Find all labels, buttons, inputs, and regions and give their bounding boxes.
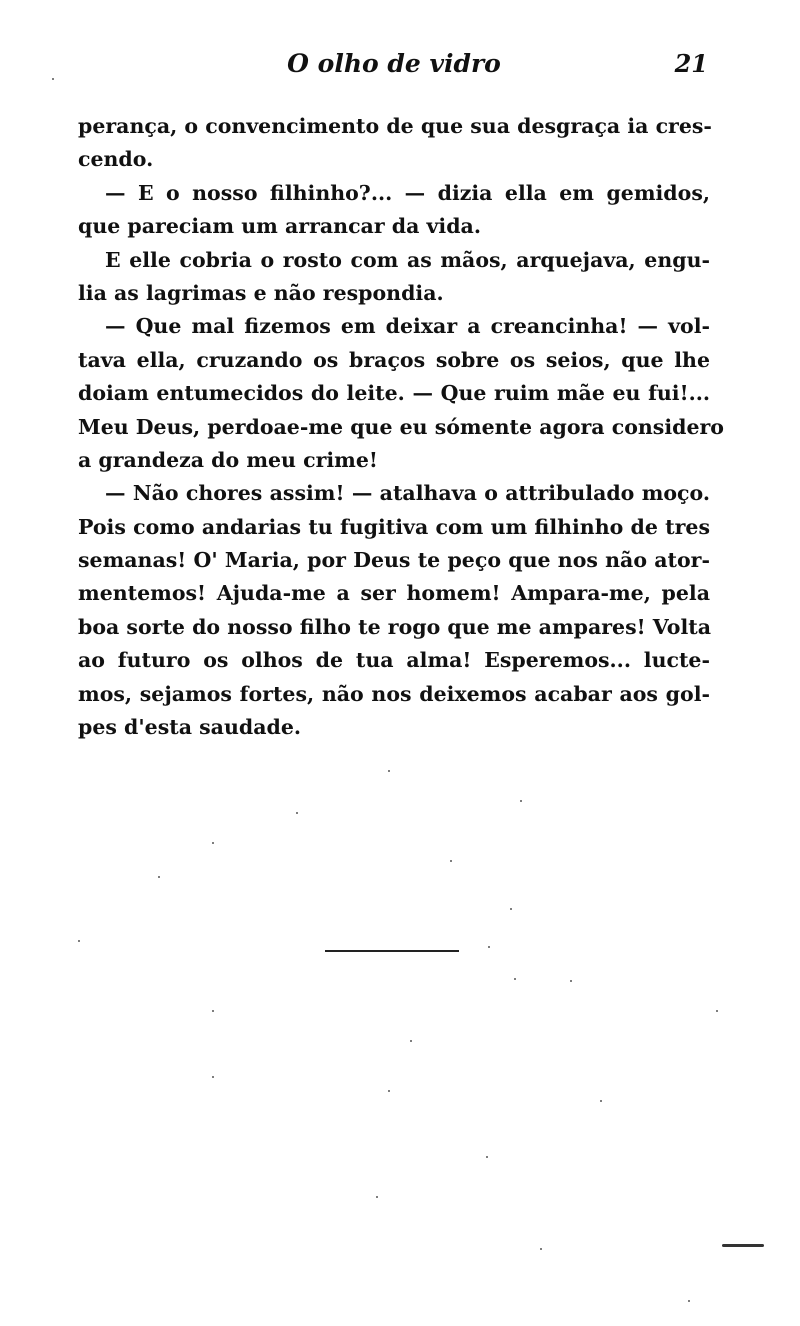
text-line: mentemos! Ajuda-me a ser homem! Ampara-me, pela	[78, 581, 710, 606]
text-line: cendo.	[78, 147, 154, 172]
scan-speck	[520, 800, 522, 802]
scan-speck	[410, 1040, 412, 1042]
scan-speck	[570, 980, 572, 982]
page-number: 21	[674, 49, 708, 78]
text-line: perança, o convencimento de que sua desgraça ia cres-	[78, 114, 712, 138]
scan-speck	[296, 812, 298, 814]
text-line: a grandeza do meu crime!	[78, 447, 378, 472]
text-line: — Que mal fizemos em deixar a creancinha! — vol-	[105, 314, 710, 339]
scan-speck	[716, 1010, 718, 1012]
text-line: que pareciam um arrancar da vida.	[78, 214, 481, 239]
scan-smudge	[722, 1244, 764, 1247]
text-line: ao futuro os olhos de tua alma! Esperemos... lucte-	[78, 648, 710, 673]
text-line: — E o nosso filhinho?... — dizia ella em gemidos,	[105, 180, 710, 205]
scan-speck	[388, 770, 390, 772]
scan-speck	[510, 908, 512, 910]
text-line: mos, sejamos fortes, não nos deixemos acabar aos gol-	[78, 681, 710, 706]
scan-speck	[540, 1248, 542, 1250]
scan-speck	[688, 1300, 690, 1302]
scan-speck	[212, 1076, 214, 1078]
text-line: — Não chores assim! — atalhava o attribulado moço.	[105, 481, 710, 506]
text-line: pes d'esta saudade.	[78, 715, 301, 740]
section-divider	[325, 950, 459, 952]
text-line: Meu Deus, perdoae-me que eu sómente agora considero	[78, 414, 724, 439]
running-title: O olho de vidro	[287, 49, 501, 78]
text-line: lia as lagrimas e não respondia.	[78, 280, 444, 305]
scan-speck	[388, 1090, 390, 1092]
scan-speck	[450, 860, 452, 862]
body-text	[78, 110, 724, 744]
text-line: tava ella, cruzando os braços sobre os seios, que lhe	[78, 347, 710, 372]
text-line: Pois como andarias tu fugitiva com um filhinho de tres	[78, 514, 710, 539]
running-header	[78, 46, 710, 82]
scan-speck	[376, 1196, 378, 1198]
scan-speck	[488, 946, 490, 948]
scan-speck	[78, 940, 80, 942]
scan-speck	[158, 876, 160, 878]
text-line: boa sorte do nosso filho te rogo que me ampares! Volta	[78, 614, 712, 639]
scan-speck	[212, 1010, 214, 1012]
scan-speck	[52, 78, 54, 80]
text-line: semanas! O' Maria, por Deus te peço que nos não ator-	[78, 548, 710, 573]
scan-speck	[212, 842, 214, 844]
text-line: E elle cobria o rosto com as mãos, arquejava, engu-	[105, 247, 710, 272]
scan-speck	[486, 1156, 488, 1158]
text-line: doiam entumecidos do leite. — Que ruim mãe eu fui!...	[78, 381, 710, 406]
scan-speck	[600, 1100, 602, 1102]
scan-speck	[514, 978, 516, 980]
